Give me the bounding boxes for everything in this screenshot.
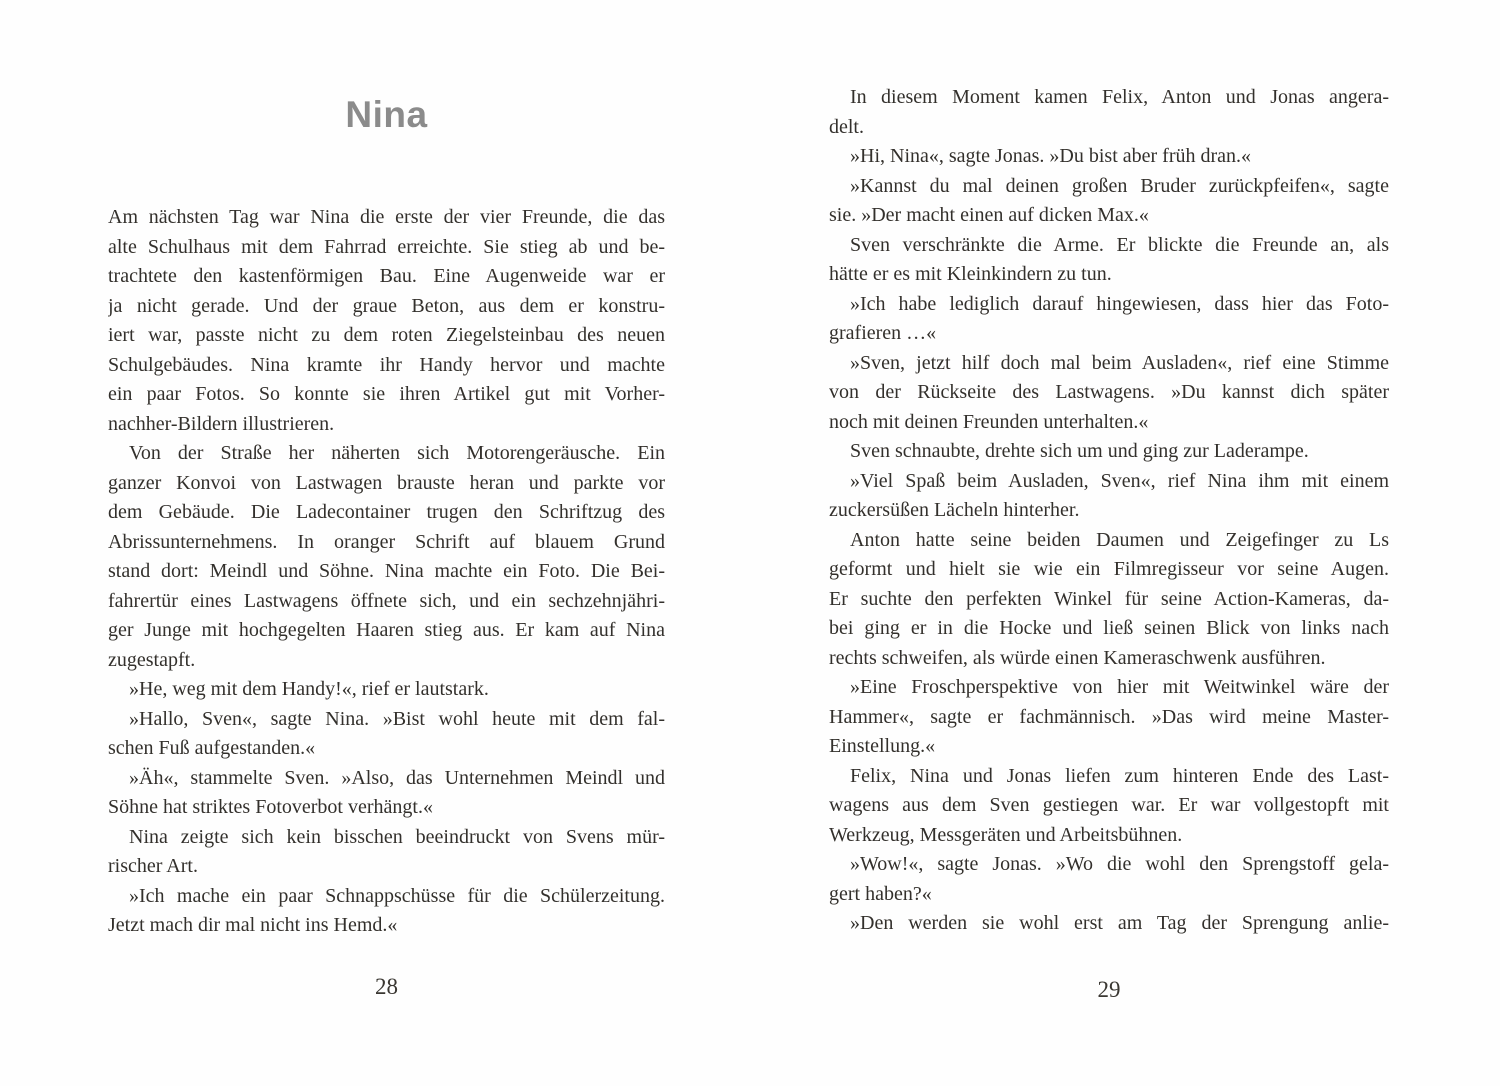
text-line: schen Fuß aufgestanden.« [108,737,316,759]
text-line: Hammer«, sagte er fachmännisch. »Das wird meine Master- [829,705,1389,728]
text-line: gert haben?« [829,882,932,905]
text-line: »He, weg mit dem Handy!«, rief er lautstark. [129,678,489,700]
text-line: Von der Straße her näherten sich Motorengeräusche. Ein [129,442,665,464]
text-line: alte Schulhaus mit dem Fahrrad erreichte. Sie stieg ab und be- [108,235,665,258]
text-line: ja nicht gerade. Und der graue Beton, aus dem er konstru- [108,294,665,317]
text-line: fahrertür eines Lastwagens öffnete sich, und ein sechzehnjähri- [108,589,665,612]
text-line: Werkzeug, Messgeräten und Arbeitsbühnen. [829,823,1183,846]
text-line: nachher-Bildern illustrieren. [108,412,335,435]
right-page-text-column [829,83,1389,939]
text-line: Söhne hat striktes Fotoverbot verhängt.« [108,796,433,818]
text-line: sie. »Der macht einen auf dicken Max.« [829,204,1149,226]
text-line: noch mit deinen Freunden unterhalten.« [829,410,1149,433]
text-line: delt. [829,115,864,138]
page-number-right: 29 [1097,977,1121,1002]
text-line: Schulgebäudes. Nina kramte ihr Handy hervor und machte [108,353,665,376]
text-line: Jetzt mach dir mal nicht ins Hemd.« [108,914,398,936]
left-page-text-column [108,203,665,941]
text-line: zuckersüßen Lächeln hinterher. [829,499,1080,521]
text-line: bei ging er in die Hocke und ließ seinen Blick von links nach [829,617,1389,639]
text-line: »Eine Froschperspektive von hier mit Weitwinkel wäre der [850,676,1389,698]
text-line: rechts schweifen, als würde einen Kameraschwenk ausführen. [829,646,1326,669]
text-line: Nina zeigte sich kein bisschen beeindruckt von Svens mür- [129,825,665,848]
page-number-left: 28 [375,974,398,999]
text-line: »Sven, jetzt hilf doch mal beim Ausladen«, rief eine Stimme [850,351,1389,374]
text-line: Einstellung.« [829,735,936,757]
text-line: von der Rückseite des Lastwagens. »Du kannst dich später [829,381,1389,403]
text-line: »Hi, Nina«, sagte Jonas. »Du bist aber früh dran.« [850,145,1252,167]
text-line: »Ich mache ein paar Schnappschüsse für die Schülerzeitung. [129,884,665,907]
text-line: »Viel Spaß beim Ausladen, Sven«, rief Nina ihm mit einem [850,469,1389,492]
text-line: geformt und hielt sie wie ein Filmregisseur vor seine Augen. [829,558,1389,580]
text-line: Sven verschränkte die Arme. Er blickte die Freunde an, als [850,233,1389,256]
text-line: »Äh«, stammelte Sven. »Also, das Unternehmen Meindl und [129,766,665,789]
text-line: Anton hatte seine beiden Daumen und Zeigefinger zu Ls [850,528,1389,551]
text-line: Sven schnaubte, drehte sich um und ging zur Laderampe. [850,440,1309,462]
text-line: stand dort: Meindl und Söhne. Nina machte ein Foto. Die Bei- [108,560,665,582]
text-line: ganzer Konvoi von Lastwagen brauste heran und parkte vor [108,471,665,494]
text-line: Abrissunternehmens. In oranger Schrift auf blauem Grund [108,530,665,553]
text-line: In diesem Moment kamen Felix, Anton und Jonas angera- [850,86,1389,108]
chapter-title: Nina [345,94,428,135]
text-line: Am nächsten Tag war Nina die erste der vier Freunde, die das [108,206,665,228]
text-line: Er suchte den perfekten Winkel für seine Action-Kameras, da- [829,587,1389,610]
text-line: »Hallo, Sven«, sagte Nina. »Bist wohl heute mit dem fal- [129,707,665,730]
text-line: »Ich habe lediglich darauf hingewiesen, dass hier das Foto- [850,292,1389,315]
text-line: dem Gebäude. Die Ladecontainer trugen den Schriftzug des [108,501,665,523]
text-line: ein paar Fotos. So konnte sie ihren Artikel gut mit Vorher- [108,383,665,405]
text-line: iert war, passte nicht zu dem roten Ziegelsteinbau des neuen [108,324,665,346]
text-line: trachtete den kastenförmigen Bau. Eine Augenweide war er [108,265,665,287]
text-line: »Den werden sie wohl erst am Tag der Sprengung anlie- [850,912,1389,934]
text-line: rischer Art. [108,855,198,877]
text-line: Felix, Nina und Jonas liefen zum hinteren Ende des Last- [850,764,1389,787]
text-line: »Wow!«, sagte Jonas. »Wo die wohl den Sprengstoff gela- [850,853,1389,875]
text-line: »Kannst du mal deinen großen Bruder zurückpfeifen«, sagte [850,174,1389,197]
text-line: wagens aus dem Sven gestiegen war. Er war vollgestopft mit [829,794,1389,816]
text-line: grafieren …« [829,322,937,344]
text-line: zugestapft. [108,648,196,671]
text-line: ger Junge mit hochgegelten Haaren stieg aus. Er kam auf Nina [108,619,665,641]
text-line: hätte er es mit Kleinkindern zu tun. [829,263,1112,285]
